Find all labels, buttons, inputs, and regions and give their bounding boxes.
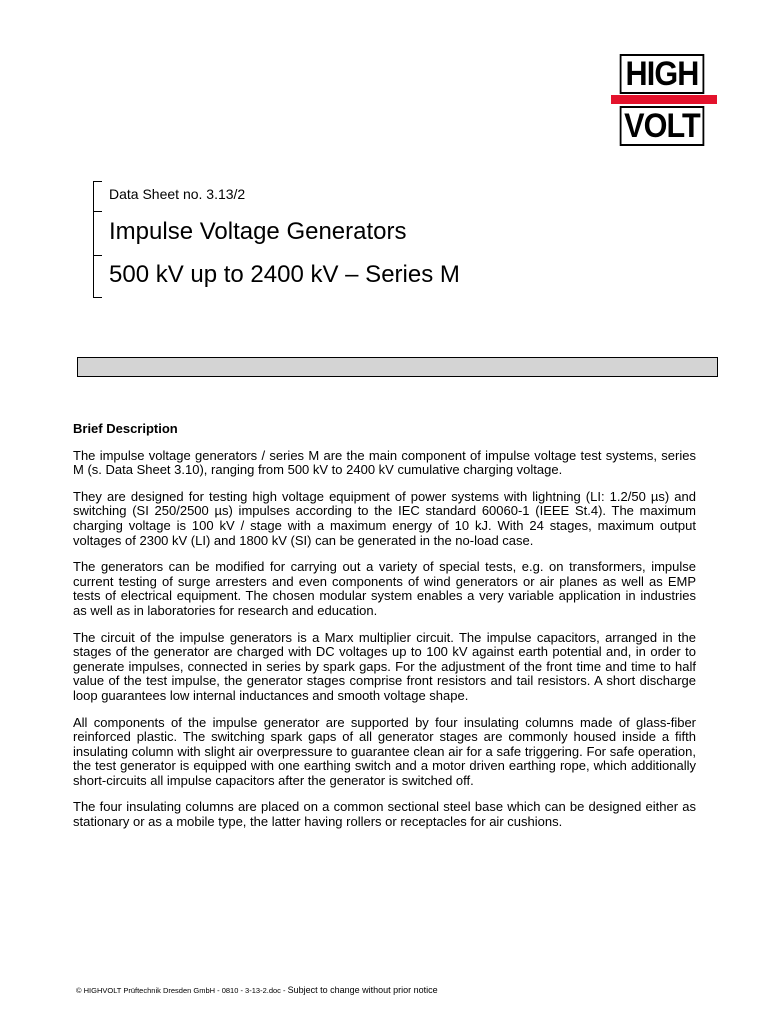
paragraph: The generators can be modified for carrying out a variety of special tests, e.g. on transformers, impulse current testing of surge arresters and even components of wind generators or air planes as well as EMP tests of electrical equipment. The chosen modular system enables a very variable application in industries as well as in laboratories for research and education. bbox=[73, 559, 696, 618]
page-footer bbox=[76, 985, 438, 995]
section-divider-bar bbox=[77, 357, 718, 377]
bracket-tick-top bbox=[93, 181, 102, 182]
highvolt-logo bbox=[611, 52, 717, 148]
title-bracket bbox=[93, 181, 103, 298]
logo-text-top: HIGH bbox=[620, 54, 705, 94]
paragraph: They are designed for testing high voltage equipment of power systems with lightning (LI: 1.2/50 µs) and switching (SI 250/2500 µs) impulses according to the IEC standard 60060-1 (IEEE St.4). The maximum charging voltage is 100 kV / stage with a maximum energy of 10 kJ. With 24 stages, maximum output voltages of 2300 kV (LI) and 1800 kV (SI) can be generated in the no-load case. bbox=[73, 488, 696, 548]
footer-copyright: © HIGHVOLT Prüftechnik Dresden GmbH - 0810 - 3-13-2.doc - bbox=[76, 986, 288, 995]
bracket-tick-lower bbox=[93, 255, 102, 256]
brief-description-section bbox=[73, 422, 696, 842]
paragraph: The circuit of the impulse generators is a Marx multiplier circuit. The impulse capacitors, arranged in the stages of the generator are charged with DC voltages up to 100 kV against earth potential and, in order to generate impulses, connected in series by spark gaps. For the adjustment of the front time and time to half value of the test impulse, the generator stages comprise front resistors and tail resistors. A short discharge loop guarantees low internal inductances and smooth voltage shape. bbox=[73, 629, 696, 703]
page-subtitle: 500 kV up to 2400 kV – Series M bbox=[109, 261, 460, 288]
bracket-tick-upper bbox=[93, 211, 102, 212]
data-sheet-number: Data Sheet no. 3.13/2 bbox=[109, 186, 246, 202]
section-heading: Brief Description bbox=[73, 421, 178, 436]
bracket-tick-bottom bbox=[93, 297, 102, 298]
paragraph: The impulse voltage generators / series M are the main component of impulse voltage test systems, series M (s. Data Sheet 3.10), ranging from 500 kV to 2400 kV cumulative charging voltage. bbox=[73, 447, 696, 478]
footer-notice: Subject to change without prior notice bbox=[287, 985, 438, 995]
paragraph: The four insulating columns are placed on a common sectional steel base which can be designed either as stationary or as a mobile type, the latter having rollers or receptacles for air cushions. bbox=[73, 799, 696, 830]
page-title: Impulse Voltage Generators bbox=[109, 218, 407, 245]
paragraph: All components of the impulse generator are supported by four insulating columns made of glass-fiber reinforced plastic. The switching spark gaps of all generator stages are commonly housed inside a fifth insulating column with slight air overpressure to guarantee clean air for a safe triggering. For safe operation, the test generator is equipped with one earthing switch and a motor driven earthing rope, which additionally short-circuits all impulse capacitors after the generator is switched off. bbox=[73, 714, 696, 788]
logo-red-bar bbox=[611, 95, 717, 104]
logo-text-bottom: VOLT bbox=[620, 106, 705, 146]
